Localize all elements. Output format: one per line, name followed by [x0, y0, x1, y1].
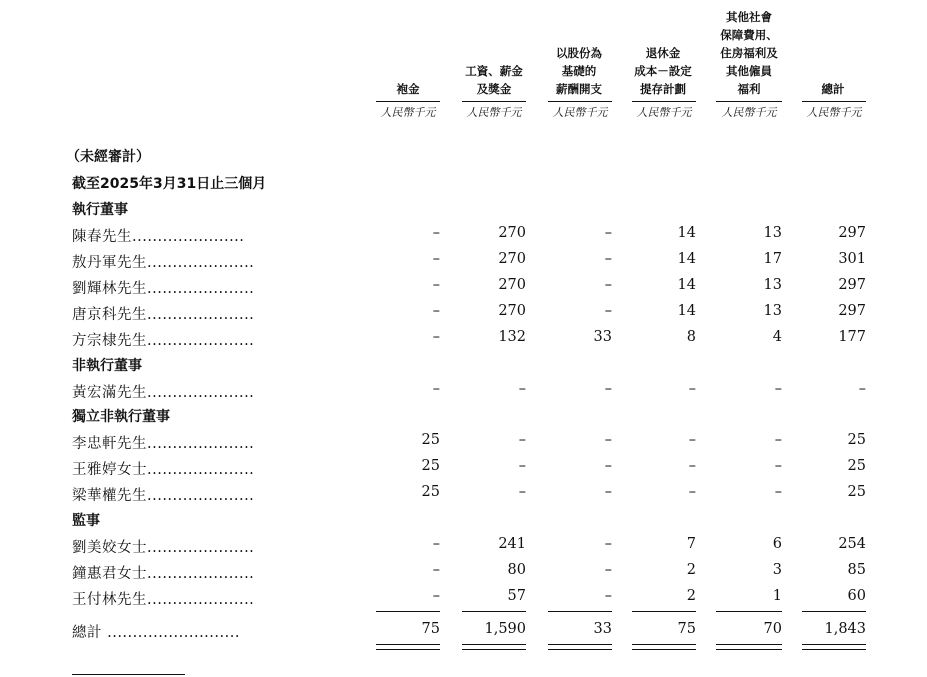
cell-total: 297 — [838, 277, 866, 293]
col-header-line: 住房福利及 — [720, 46, 778, 60]
cell-other-benefits: 1 — [772, 588, 782, 604]
table-row — [0, 432, 927, 454]
total-pension: 75 — [677, 621, 696, 637]
period-title: 截至2025年3月31日止三個月 — [72, 176, 267, 192]
subtotal-line — [632, 611, 696, 612]
cell-total: 85 — [847, 562, 866, 578]
subtotal-line — [462, 611, 526, 612]
cell-pension: 14 — [677, 225, 696, 241]
cell-share-based: – — [604, 588, 612, 604]
cell-pension: 14 — [677, 251, 696, 267]
cell-salaries: 270 — [498, 225, 526, 241]
cell-share-based: – — [604, 225, 612, 241]
col-header-line: 其他僱員 — [726, 64, 772, 78]
cell-other-benefits: 3 — [772, 562, 782, 578]
section-heading: 監事 — [72, 513, 100, 529]
cell-fees: – — [432, 277, 440, 293]
cell-fees: – — [432, 225, 440, 241]
cell-pension: – — [688, 432, 696, 448]
cell-other-benefits: – — [774, 484, 782, 500]
total-label: 總計 .......................... — [72, 625, 240, 641]
table-row — [0, 225, 927, 247]
col-header-line: 工資、薪金 — [465, 64, 523, 78]
cell-other-benefits: 13 — [763, 303, 782, 319]
cell-share-based: – — [604, 458, 612, 474]
section-heading: 非執行董事 — [72, 358, 142, 374]
unit-label: 人民幣千元 — [552, 106, 608, 119]
total-total: 1,843 — [824, 621, 866, 637]
cell-pension: 8 — [686, 329, 696, 345]
cell-share-based: – — [604, 303, 612, 319]
total-other-benefits: 70 — [763, 621, 782, 637]
cell-salaries: 270 — [498, 251, 526, 267]
cell-salaries: 57 — [507, 588, 526, 604]
col-header-total — [800, 80, 866, 98]
cell-share-based: – — [604, 484, 612, 500]
col-header-line: 退休金 — [645, 46, 681, 60]
col-header-salaries — [460, 62, 528, 98]
cell-salaries: – — [518, 458, 526, 474]
cell-fees: 25 — [421, 458, 440, 474]
table-row — [0, 251, 927, 273]
cell-salaries: 270 — [498, 303, 526, 319]
subtotal-line — [376, 611, 440, 612]
cell-share-based: – — [604, 251, 612, 267]
cell-pension: 2 — [686, 588, 696, 604]
cell-total: 25 — [847, 484, 866, 500]
unit-label: 人民幣千元 — [806, 106, 862, 119]
cell-other-benefits: 13 — [763, 225, 782, 241]
col-header-share-based — [546, 44, 612, 98]
table-row — [0, 562, 927, 584]
cell-fees: 25 — [421, 432, 440, 448]
table-row — [0, 329, 927, 351]
cell-total: 297 — [838, 225, 866, 241]
cell-share-based: – — [604, 277, 612, 293]
cell-other-benefits: 17 — [763, 251, 782, 267]
unit-label: 人民幣千元 — [466, 106, 522, 119]
person-name: 劉輝林先生..................... — [72, 281, 255, 297]
cell-other-benefits: – — [774, 381, 782, 397]
cell-fees: – — [432, 251, 440, 267]
cell-other-benefits: 13 — [763, 277, 782, 293]
cell-pension: – — [688, 381, 696, 397]
section-heading: 執行董事 — [72, 202, 128, 218]
cell-total: 301 — [838, 251, 866, 267]
person-name: 唐京科先生..................... — [72, 307, 255, 323]
person-name: 黃宏滿先生..................... — [72, 385, 255, 401]
header-underline — [632, 101, 696, 102]
cell-pension: 2 — [686, 562, 696, 578]
table-row — [0, 458, 927, 480]
cell-salaries: 132 — [498, 329, 526, 345]
cell-pension: – — [688, 458, 696, 474]
cell-other-benefits: – — [774, 458, 782, 474]
header-underline — [462, 101, 526, 102]
person-name: 敖丹軍先生..................... — [72, 255, 255, 271]
col-header-line: 袍金 — [396, 82, 420, 96]
unit-label: 人民幣千元 — [636, 106, 692, 119]
double-underline — [632, 644, 696, 650]
col-header-line: 以股份為 — [556, 46, 602, 60]
subtotal-line — [716, 611, 782, 612]
double-underline — [716, 644, 782, 650]
cell-other-benefits: 6 — [772, 536, 782, 552]
cell-fees: – — [432, 381, 440, 397]
cell-fees: – — [432, 588, 440, 604]
cell-fees: 25 — [421, 484, 440, 500]
table-row — [0, 303, 927, 325]
cell-salaries: – — [518, 484, 526, 500]
person-name: 鐘惠君女士..................... — [72, 566, 255, 582]
total-fees: 75 — [421, 621, 440, 637]
col-header-other-benefits — [712, 8, 786, 98]
unit-label: 人民幣千元 — [380, 106, 436, 119]
cell-other-benefits: – — [774, 432, 782, 448]
cell-fees: – — [432, 562, 440, 578]
col-header-line: 福利 — [737, 82, 761, 96]
person-name: 王付林先生..................... — [72, 592, 255, 608]
footnote-rule — [72, 674, 185, 675]
col-header-line: 保障費用、 — [720, 28, 778, 42]
header-underline — [376, 101, 440, 102]
unaudited-label: （未經審計） — [66, 149, 150, 165]
table-row — [0, 536, 927, 558]
col-header-line: 其他社會 — [726, 10, 772, 24]
double-underline — [376, 644, 440, 650]
cell-pension: – — [688, 484, 696, 500]
person-name: 李忠軒先生..................... — [72, 436, 255, 452]
table-row — [0, 588, 927, 610]
total-row — [0, 621, 927, 643]
double-underline — [462, 644, 526, 650]
unit-label: 人民幣千元 — [721, 106, 777, 119]
subtotal-line — [802, 611, 866, 612]
cell-share-based: – — [604, 562, 612, 578]
cell-total: 297 — [838, 303, 866, 319]
total-share-based: 33 — [593, 621, 612, 637]
header-underline — [716, 101, 782, 102]
table-row — [0, 381, 927, 403]
cell-salaries: 241 — [498, 536, 526, 552]
person-name: 陳春先生...................... — [72, 229, 245, 245]
cell-pension: 14 — [677, 303, 696, 319]
cell-share-based: – — [604, 432, 612, 448]
cell-total: 25 — [847, 458, 866, 474]
cell-total: 177 — [838, 329, 866, 345]
cell-share-based: 33 — [593, 329, 612, 345]
table-row — [0, 277, 927, 299]
cell-share-based: – — [604, 381, 612, 397]
col-header-line: 及獎金 — [476, 82, 512, 96]
col-header-line: 薪酬開支 — [556, 82, 602, 96]
total-salaries: 1,590 — [484, 621, 526, 637]
cell-total: – — [858, 381, 866, 397]
cell-total: 25 — [847, 432, 866, 448]
header-underline — [802, 101, 866, 102]
person-name: 方宗棣先生..................... — [72, 333, 255, 349]
col-header-pension — [628, 44, 698, 98]
cell-salaries: – — [518, 381, 526, 397]
cell-pension: 14 — [677, 277, 696, 293]
cell-fees: – — [432, 329, 440, 345]
table-row — [0, 484, 927, 506]
cell-total: 254 — [838, 536, 866, 552]
cell-pension: 7 — [686, 536, 696, 552]
col-header-fees — [376, 80, 440, 98]
cell-salaries: 270 — [498, 277, 526, 293]
cell-salaries: 80 — [507, 562, 526, 578]
section-heading: 獨立非執行董事 — [72, 409, 170, 425]
person-name: 梁華權先生..................... — [72, 488, 255, 504]
cell-share-based: – — [604, 536, 612, 552]
cell-other-benefits: 4 — [772, 329, 782, 345]
col-header-line: 提存計劃 — [640, 82, 686, 96]
col-header-line: 成本－設定 — [634, 64, 692, 78]
cell-fees: – — [432, 536, 440, 552]
cell-total: 60 — [847, 588, 866, 604]
cell-salaries: – — [518, 432, 526, 448]
double-underline — [802, 644, 866, 650]
subtotal-line — [548, 611, 612, 612]
double-underline — [548, 644, 612, 650]
header-underline — [548, 101, 612, 102]
person-name: 王雅婷女士..................... — [72, 462, 255, 478]
cell-fees: – — [432, 303, 440, 319]
person-name: 劉美姣女士..................... — [72, 540, 255, 556]
col-header-line: 總計 — [821, 82, 845, 96]
col-header-line: 基礎的 — [561, 64, 597, 78]
